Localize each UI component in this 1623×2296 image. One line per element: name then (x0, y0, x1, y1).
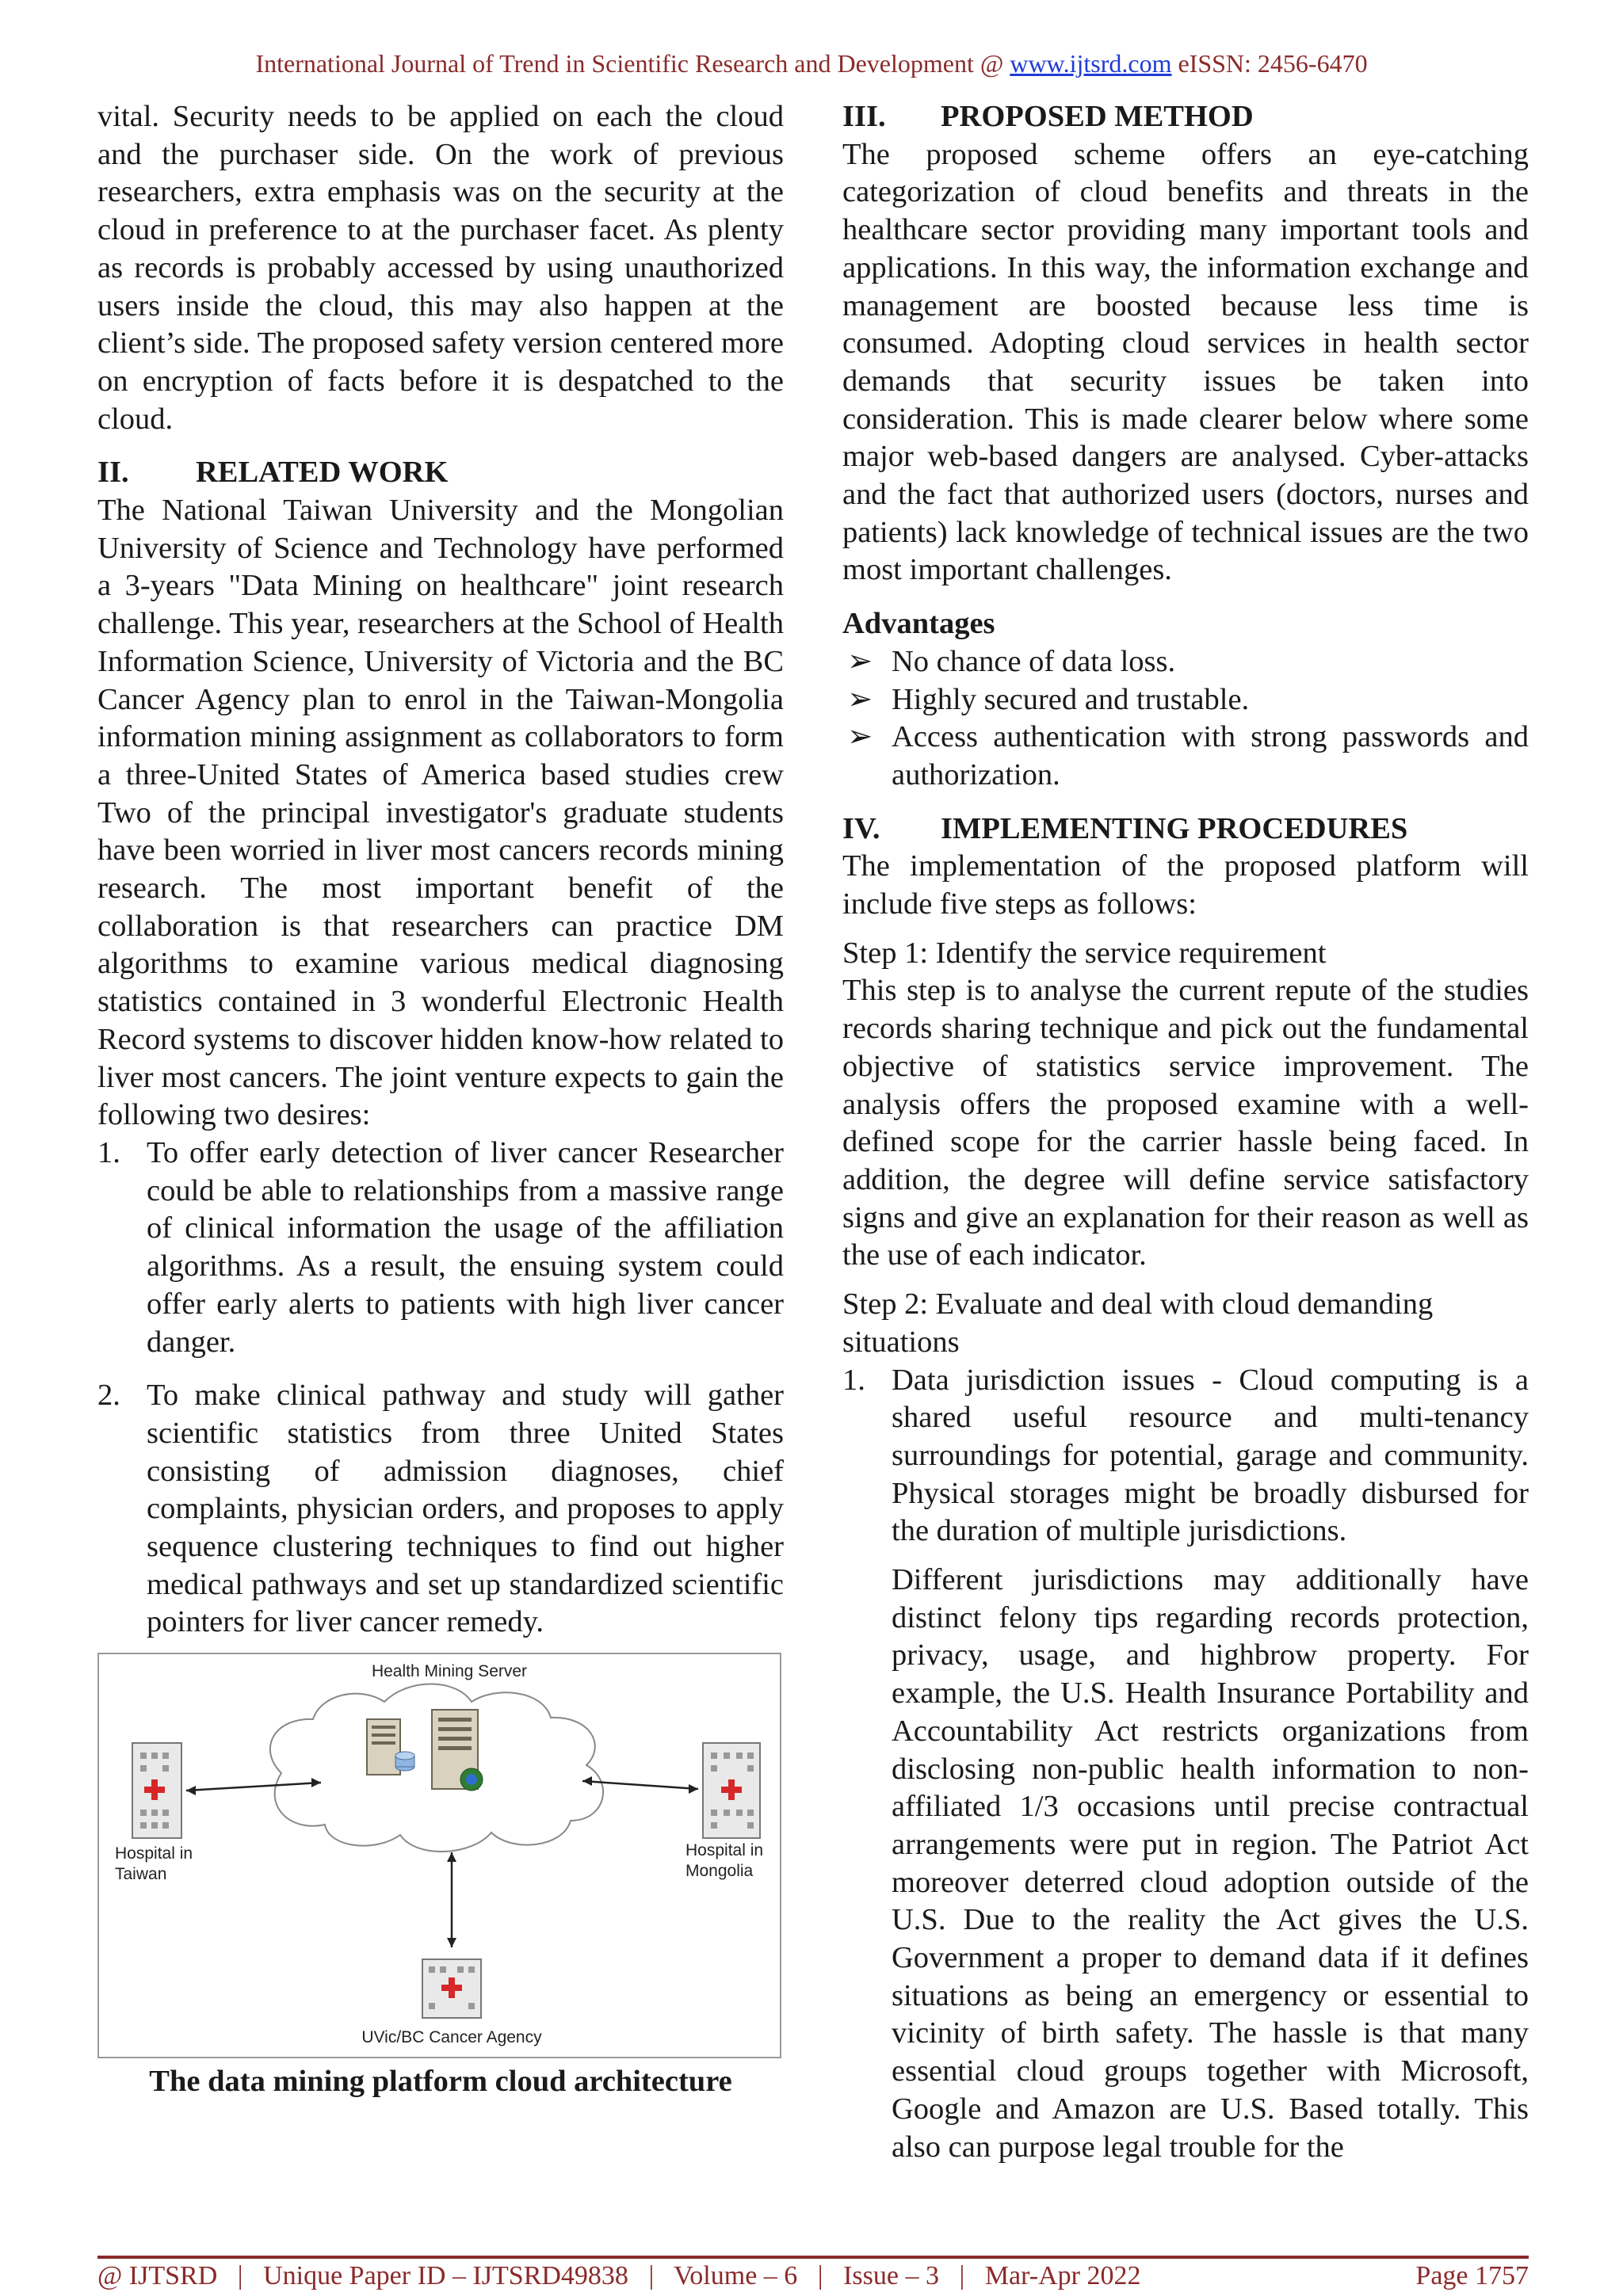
footer-issue: Issue – 3 (843, 2261, 939, 2290)
hospital-taiwan-icon (132, 1743, 181, 1838)
section-number: IV. (842, 811, 880, 845)
footer-date: Mar-Apr 2022 (984, 2261, 1141, 2290)
list-item (842, 1362, 1529, 2167)
agency-building-icon (422, 1959, 481, 2018)
related-work-paragraph: The National Taiwan University and the Mongolian University of Science and Technology have performed a 3-years "Data Mining on healthcare" joint research challenge. This year, researchers at the School of Health Information Science, University of Victoria and the BC Cancer Agency plan to enrol in the Taiwan-Mongolia information mining assignment as collaborators to form a three-United States of America based studies crew Two of the principal investigator's graduate students have been worried in liver most cancers records mining research. The most important benefit of the collaboration is that researchers can practice DM algorithms to examine various medical diagnosing statistics contained in 3 wonderful Electronic Health Record systems to discover hidden know-how related to liver most cancers. The joint venture expects to gain the following two desires: (97, 494, 784, 1132)
hospital-taiwan-label-line1: Hospital in (115, 1844, 193, 1863)
step1-title: Step 1: Identify the service requirement (842, 936, 1327, 970)
list-item-text: Data jurisdiction issues - Cloud computing is a shared useful resource and multi-tenancy surroundings for potential, garage and community. Physical storages might be broadly disbursed for the duration of multiple jurisdictions. (892, 1363, 1529, 1548)
journal-url-link[interactable]: www.ijtsrd.com (1010, 49, 1172, 78)
list-item (842, 719, 1529, 794)
architecture-diagram (99, 1654, 780, 2057)
list-marker: 2. (97, 1379, 120, 1413)
server-label: Health Mining Server (371, 1662, 528, 1681)
goals-list (97, 1135, 784, 1642)
list-item (842, 643, 1529, 681)
database-server-icon (432, 1710, 483, 1791)
section-title: PROPOSED METHOD (941, 100, 1254, 133)
list-item-text: Access authentication with strong passwords and authorization. (892, 720, 1529, 791)
running-footer (97, 2261, 1529, 2291)
right-column (842, 98, 1529, 2166)
proposed-method-paragraph: The proposed scheme offers an eye-catching categorization of cloud benefits and threats in the healthcare sector providing many important tools and applications. In this way, the information exchange and management are boosted because less time is consumed. Adopting cloud services in health sector demands that security issues be taken into consideration. This is made clearer below where some major web-based dangers are analysed. Cyber-attacks and the fact that authorized users (doctors, nurses and patients) lack knowledge of technical issues are the two most important challenges. (842, 137, 1529, 587)
list-item-text: Highly secured and trustable. (892, 682, 1250, 716)
list-item (97, 1377, 784, 1642)
list-item-text: No chance of data loss. (892, 644, 1176, 678)
challenges-list (842, 1362, 1529, 2167)
section-title: IMPLEMENTING PROCEDURES (941, 811, 1408, 845)
arrow-bullet-icon: ➢ (847, 682, 873, 716)
advantages-list (842, 643, 1529, 795)
hospital-mongolia-label-line1: Hospital in (685, 1841, 764, 1860)
arrow-bullet-icon: ➢ (847, 720, 873, 754)
footer-separator: | (817, 2261, 823, 2290)
footer-separator: | (237, 2261, 243, 2290)
hospital-taiwan-label-line2: Taiwan (115, 1865, 167, 1884)
left-column (97, 98, 784, 2101)
step2-title: Step 2: Evaluate and deal with cloud demanding situations (842, 1287, 1434, 1359)
list-item-continuation: Different jurisdictions may additionally have distinct felony tips regarding records protection, privacy, usage, and highbrow property. For example, the U.S. Health Insurance Portability and Accountability Act restricts organizations from disclosing non-public health information to non-affiliated 1/3 occasions until precise contractual arrangements were put in region. The Patriot Act moreover deterred cloud adoption outside of the U.S. Due to the reality the Act gives the U.S. Government a proper to demand data if it defines situations as being an emergency or essential to vicinity of birth safety. The hassle is that many essential cloud groups together with Microsoft, Google and Amazon are U.S. Based totally. This also can purpose legal trouble for the (892, 1563, 1529, 2164)
list-marker: 1. (97, 1135, 120, 1169)
footer-rule (97, 2256, 1529, 2259)
list-marker: 1. (842, 1363, 865, 1397)
running-header (0, 49, 1623, 78)
footer-separator: | (959, 2261, 965, 2290)
issn: eISSN: 2456-6470 (1178, 49, 1368, 78)
arrow-bullet-icon: ➢ (847, 644, 873, 678)
page-number: Page 1757 (1415, 2261, 1529, 2290)
section-number: III. (842, 100, 886, 133)
footer-separator: | (648, 2261, 655, 2290)
advantages-heading: Advantages (842, 607, 995, 641)
list-item (97, 1135, 784, 1361)
footer-paper-id: Unique Paper ID – IJTSRD49838 (263, 2261, 628, 2290)
section-number: II. (97, 456, 129, 490)
step1-paragraph: This step is to analyse the current repute of the studies records sharing technique and pick out the fundamental objective of statistics service improvement. The analysis offers the proposed examine with a well-defined scope for the carrier hassle being faced. In addition, the degree will define service satisfactory signs and give an explanation for their reason as well as the use of each indicator. (842, 974, 1529, 1272)
hospital-mongolia-icon (703, 1743, 760, 1838)
figure-caption: The data mining platform cloud architecture (149, 2065, 732, 2099)
footer-volume: Volume – 6 (674, 2261, 798, 2290)
architecture-figure (97, 1653, 781, 2058)
list-item-text: To make clinical pathway and study will gather scientific statistics from three United States consisting of admission diagnoses, chief complaints, physician orders, and proposes to apply sequence clustering techniques to find out higher medical pathways and set up standardized scientific pointers for liver cancer remedy. (147, 1379, 784, 1639)
section-title: RELATED WORK (196, 456, 449, 490)
agency-label: UVic/BC Cancer Agency (361, 2028, 542, 2047)
implementation-paragraph: The implementation of the proposed platform will include five steps as follows: (842, 849, 1529, 921)
journal-name: International Journal of Trend in Scientific Research and Development @ (255, 49, 1004, 78)
section-heading-implementing-procedures (842, 810, 1529, 849)
list-item-text: To offer early detection of liver cancer Researcher could be able to relationships from a massive range of clinical information the usage of the affiliation algorithms. As a result, the ensuing system could offer early alerts to patients with high liver cancer danger. (147, 1135, 784, 1359)
list-item (842, 681, 1529, 719)
hospital-mongolia-label-line2: Mongolia (685, 1862, 754, 1881)
section-heading-proposed-method (842, 98, 1529, 136)
section-heading-related-work (97, 454, 784, 492)
intro-paragraph: vital. Security needs to be applied on each the cloud and the purchaser side. On the work of previous researchers, extra emphasis was on the security at the cloud in preference to at the purchaser facet. As plenty as records is probably accessed by using unauthorized users inside the cloud, this may also happen at the client’s side. The proposed safety version centered more on encryption of facts before it is despatched to the cloud. (97, 100, 784, 436)
footer-brand: @ IJTSRD (97, 2261, 218, 2290)
